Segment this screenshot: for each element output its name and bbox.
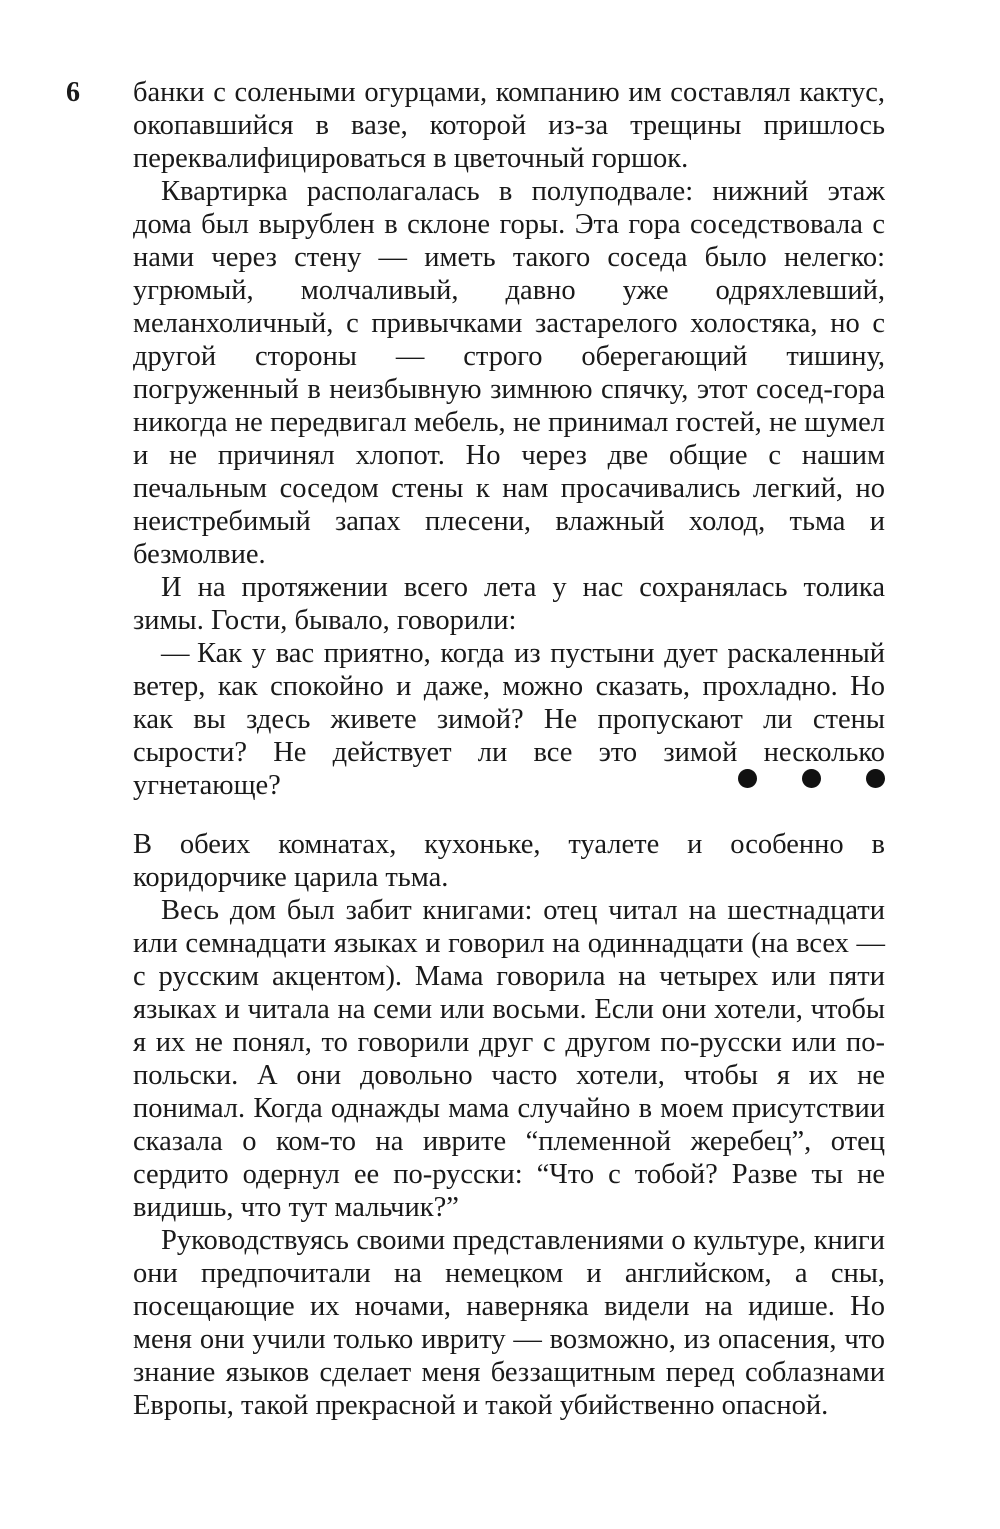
paragraph: Руководствуясь своими представлениями о культуре, книги они предпочитали на немецком и английском, а сны, посещающие их ночами, наверняка видели на идише. Но меня они учили только ивриту — возможно, из опасения, что знание языков сделает меня беззащитным перед соблазнами Европы, такой прекрасной и такой убийственно опасной. bbox=[133, 1225, 885, 1421]
paragraph: Весь дом был забит книгами: отец читал на шестнадцати или семнадцати языках и говорил на одиннадцати (на всех — с русским акцентом). Мама говорила на четырех или пяти языках и читала на семи или восьми. Если они хотели, чтобы я их не понял, то говорили друг с другом по-русски или по-польски. А они довольно часто хотели, чтобы я их не понимал. Когда однажды мама случайно в моем присутствии сказала о ком-то на иврите “племенной жеребец”, отец сердито одернул ее по-русски: “Что с тобой? Разве ты не видишь, что тут мальчик?” bbox=[133, 895, 885, 1223]
separator-dot bbox=[738, 769, 757, 788]
paragraph: И на протяжении всего лета у нас сохранялась толика зимы. Гости, бывало, говорили: bbox=[133, 572, 885, 636]
section-opening-paragraph: В обеих комнатах, кухоньке, туалете и особенно в коридорчике царила тьма. bbox=[133, 829, 885, 893]
page-number: 6 bbox=[66, 77, 80, 108]
paragraph: Квартирка располагалась в полуподвале: нижний этаж дома был вырублен в склоне горы. Эта гора соседствовала с нами через стену — иметь такого соседа было нелегко: угрюмый, молчаливый, давно уже одряхлевший, меланхоличный, с привычками застарелого холостяка, но с другой стороны — строго оберегающий тишину, погруженный в неизбывную зимнюю спячку, этот сосед-гора никогда не передвигал мебель, не принимал гостей, не шумел и не причинял хлопот. Но через две общие с нашим печальным соседом стены к нам просачивались легкий, но неистребимый запах плесени, влажный холод, тьма и безмолвие. bbox=[133, 176, 885, 570]
dialogue-text: Как у вас приятно, когда из пустыни дует раскаленный ветер, как спокойно и даже, можно сказать, прохладно. Но как вы здесь живете зимой? Не пропускают ли стены сырости? Не действует ли все это зимой несколько угнетающе? bbox=[133, 638, 885, 801]
dialogue-dash: — bbox=[161, 638, 190, 669]
separator-dot bbox=[866, 769, 885, 788]
paragraph-continuation: банки с солеными огурцами, компанию им составлял кактус, окопавшийся в вазе, которой из-за трещины пришлось переквалифицироваться в цветочный горшок. bbox=[133, 77, 885, 174]
section-separator bbox=[733, 769, 893, 791]
separator-dot bbox=[802, 769, 821, 788]
bottom-text-block bbox=[133, 828, 885, 1422]
top-text-block bbox=[133, 76, 885, 802]
